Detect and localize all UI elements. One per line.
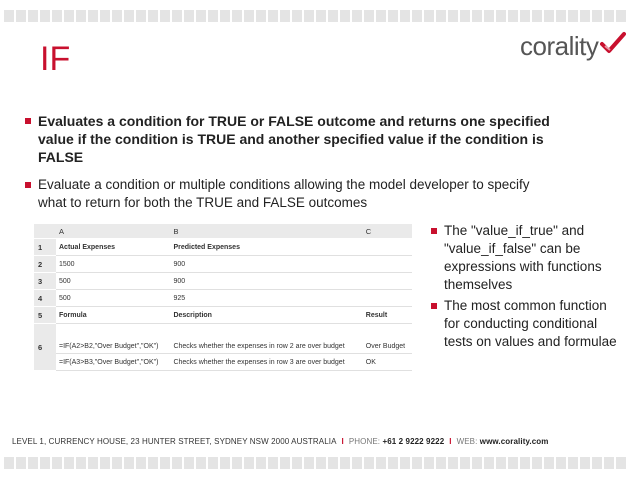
strip-block — [148, 457, 158, 469]
table-cell: 1500 — [56, 256, 170, 273]
strip-block — [388, 457, 398, 469]
row-number: 5 — [34, 307, 56, 324]
strip-block — [520, 457, 530, 469]
strip-block — [88, 10, 98, 22]
strip-block — [304, 10, 314, 22]
strip-block — [160, 10, 170, 22]
strip-block — [544, 10, 554, 22]
strip-block — [4, 10, 14, 22]
strip-block — [268, 10, 278, 22]
strip-block — [244, 457, 254, 469]
strip-block — [208, 457, 218, 469]
strip-block — [532, 10, 542, 22]
strip-block — [52, 457, 62, 469]
strip-block — [220, 457, 230, 469]
slide-title: IF — [40, 40, 71, 78]
table-row — [34, 324, 412, 354]
strip-block — [484, 10, 494, 22]
column-header: B — [170, 224, 362, 239]
strip-block — [28, 457, 38, 469]
strip-block — [160, 457, 170, 469]
strip-block — [412, 10, 422, 22]
strip-block — [592, 457, 602, 469]
table-row — [34, 256, 412, 273]
strip-block — [100, 457, 110, 469]
table-row — [34, 239, 412, 256]
strip-block — [400, 10, 410, 22]
phone-label: PHONE: — [348, 437, 381, 446]
strip-block — [64, 457, 74, 469]
strip-block — [64, 10, 74, 22]
strip-block — [424, 10, 434, 22]
table-cell: 925 — [170, 290, 362, 307]
web-link[interactable]: www.corality.com — [479, 437, 549, 446]
strip-block — [124, 457, 134, 469]
separator: I — [449, 437, 452, 446]
table-row — [34, 290, 412, 307]
strip-block — [568, 10, 578, 22]
strip-block — [364, 10, 374, 22]
table-cell — [363, 290, 412, 307]
strip-block — [496, 10, 506, 22]
bullet-1 — [38, 112, 578, 166]
strip-block — [496, 457, 506, 469]
table-cell: Result — [363, 307, 412, 324]
strip-block — [340, 10, 350, 22]
strip-block — [340, 457, 350, 469]
strip-block — [604, 457, 614, 469]
strip-block — [580, 457, 590, 469]
strip-block — [568, 457, 578, 469]
bullet-4 — [444, 297, 624, 351]
table-cell — [363, 239, 412, 256]
strip-block — [304, 457, 314, 469]
phone-number: +61 2 9222 9222 — [382, 437, 445, 446]
strip-block — [352, 457, 362, 469]
table-cell: 900 — [170, 256, 362, 273]
strip-block — [256, 10, 266, 22]
strip-block — [508, 10, 518, 22]
strip-block — [268, 457, 278, 469]
bullet-4-text: The most common function for conducting conditional tests on values and formulae — [444, 298, 617, 349]
table-cell: 500 — [56, 290, 170, 307]
strip-block — [316, 457, 326, 469]
strip-block — [352, 10, 362, 22]
strip-block — [40, 10, 50, 22]
strip-block — [232, 457, 242, 469]
strip-block — [220, 10, 230, 22]
bullet-square-icon — [25, 182, 31, 188]
strip-block — [364, 457, 374, 469]
table-cell: Over Budget — [363, 324, 412, 354]
strip-block — [556, 457, 566, 469]
table-row — [34, 273, 412, 290]
strip-block — [592, 10, 602, 22]
strip-block — [376, 10, 386, 22]
strip-block — [460, 457, 470, 469]
strip-block — [448, 10, 458, 22]
strip-block — [148, 10, 158, 22]
table-cell — [363, 273, 412, 290]
row-number: 1 — [34, 239, 56, 256]
table-row — [34, 354, 412, 371]
strip-block — [52, 10, 62, 22]
strip-block — [484, 457, 494, 469]
column-header: C — [363, 224, 412, 239]
strip-block — [472, 10, 482, 22]
bullet-1-text: Evaluates a condition for TRUE or FALSE outcome and returns one specified value if the condition is TRUE and another specified value if the condition is FALSE — [38, 113, 550, 165]
table-cell: 900 — [170, 273, 362, 290]
logo-text: corality — [520, 30, 599, 61]
strip-block — [76, 457, 86, 469]
web-label: WEB: — [456, 437, 478, 446]
row-number: 3 — [34, 273, 56, 290]
column-header-row — [34, 224, 412, 239]
strip-block — [604, 10, 614, 22]
row-number: 2 — [34, 256, 56, 273]
strip-block — [256, 457, 266, 469]
strip-block — [556, 10, 566, 22]
row-number: 6 — [34, 324, 56, 371]
footer-contact — [12, 437, 549, 446]
strip-block — [112, 10, 122, 22]
table-cell: 500 — [56, 273, 170, 290]
strip-block — [292, 10, 302, 22]
strip-block — [424, 457, 434, 469]
bullet-square-icon — [431, 303, 437, 309]
table-cell: Predicted Expenses — [170, 239, 362, 256]
strip-block — [280, 10, 290, 22]
strip-block — [184, 10, 194, 22]
strip-block — [616, 457, 626, 469]
strip-block — [328, 10, 338, 22]
bullet-3-text: The "value_if_true" and "value_if_false" can be expressions with functions themselves — [444, 223, 602, 292]
corality-logo — [520, 30, 626, 62]
corner-cell — [34, 224, 56, 239]
strip-block — [100, 10, 110, 22]
strip-block — [532, 457, 542, 469]
strip-block — [136, 10, 146, 22]
strip-block — [412, 457, 422, 469]
strip-block — [520, 10, 530, 22]
table-cell: Checks whether the expenses in row 3 are over budget — [170, 354, 362, 371]
strip-block — [172, 10, 182, 22]
footer-address: LEVEL 1, CURRENCY HOUSE, 23 HUNTER STREET, SYDNEY NSW 2000 AUSTRALIA — [12, 437, 337, 446]
table-cell: =IF(A3>B3,"Over Budget","OK") — [56, 354, 170, 371]
separator: I — [341, 437, 344, 446]
table-cell — [363, 256, 412, 273]
strip-block — [616, 10, 626, 22]
strip-block — [208, 10, 218, 22]
bullet-2 — [38, 176, 558, 212]
strip-block — [388, 10, 398, 22]
strip-block — [316, 10, 326, 22]
strip-block — [460, 10, 470, 22]
table-cell: OK — [363, 354, 412, 371]
strip-block — [436, 457, 446, 469]
spreadsheet-example — [34, 224, 412, 371]
strip-block — [448, 457, 458, 469]
strip-block — [124, 10, 134, 22]
strip-block — [400, 457, 410, 469]
strip-block — [28, 10, 38, 22]
strip-block — [16, 10, 26, 22]
bullet-square-icon — [431, 228, 437, 234]
strip-block — [232, 10, 242, 22]
checkmark-icon — [600, 31, 626, 55]
bottom-decorative-strip — [0, 457, 638, 469]
strip-block — [136, 457, 146, 469]
strip-block — [376, 457, 386, 469]
table-cell: Actual Expenses — [56, 239, 170, 256]
strip-block — [172, 457, 182, 469]
strip-block — [436, 10, 446, 22]
strip-block — [196, 457, 206, 469]
bullet-3 — [444, 222, 624, 294]
strip-block — [88, 457, 98, 469]
strip-block — [184, 457, 194, 469]
strip-block — [244, 10, 254, 22]
strip-block — [472, 457, 482, 469]
bullet-square-icon — [25, 118, 31, 124]
strip-block — [544, 457, 554, 469]
bullet-2-text: Evaluate a condition or multiple conditions allowing the model developer to specify what to return for both the TRUE and FALSE outcomes — [38, 177, 530, 210]
strip-block — [112, 457, 122, 469]
strip-block — [328, 457, 338, 469]
strip-block — [280, 457, 290, 469]
row-number: 4 — [34, 290, 56, 307]
strip-block — [508, 457, 518, 469]
table-cell: Description — [170, 307, 362, 324]
top-decorative-strip — [0, 10, 638, 22]
table-cell: Formula — [56, 307, 170, 324]
table-row — [34, 307, 412, 324]
strip-block — [196, 10, 206, 22]
top-rule — [0, 6, 638, 8]
strip-block — [40, 457, 50, 469]
column-header: A — [56, 224, 170, 239]
strip-block — [292, 457, 302, 469]
strip-block — [580, 10, 590, 22]
strip-block — [16, 457, 26, 469]
table-cell: Checks whether the expenses in row 2 are over budget — [170, 324, 362, 354]
table-cell: =IF(A2>B2,"Over Budget","OK") — [56, 324, 170, 354]
strip-block — [4, 457, 14, 469]
strip-block — [76, 10, 86, 22]
